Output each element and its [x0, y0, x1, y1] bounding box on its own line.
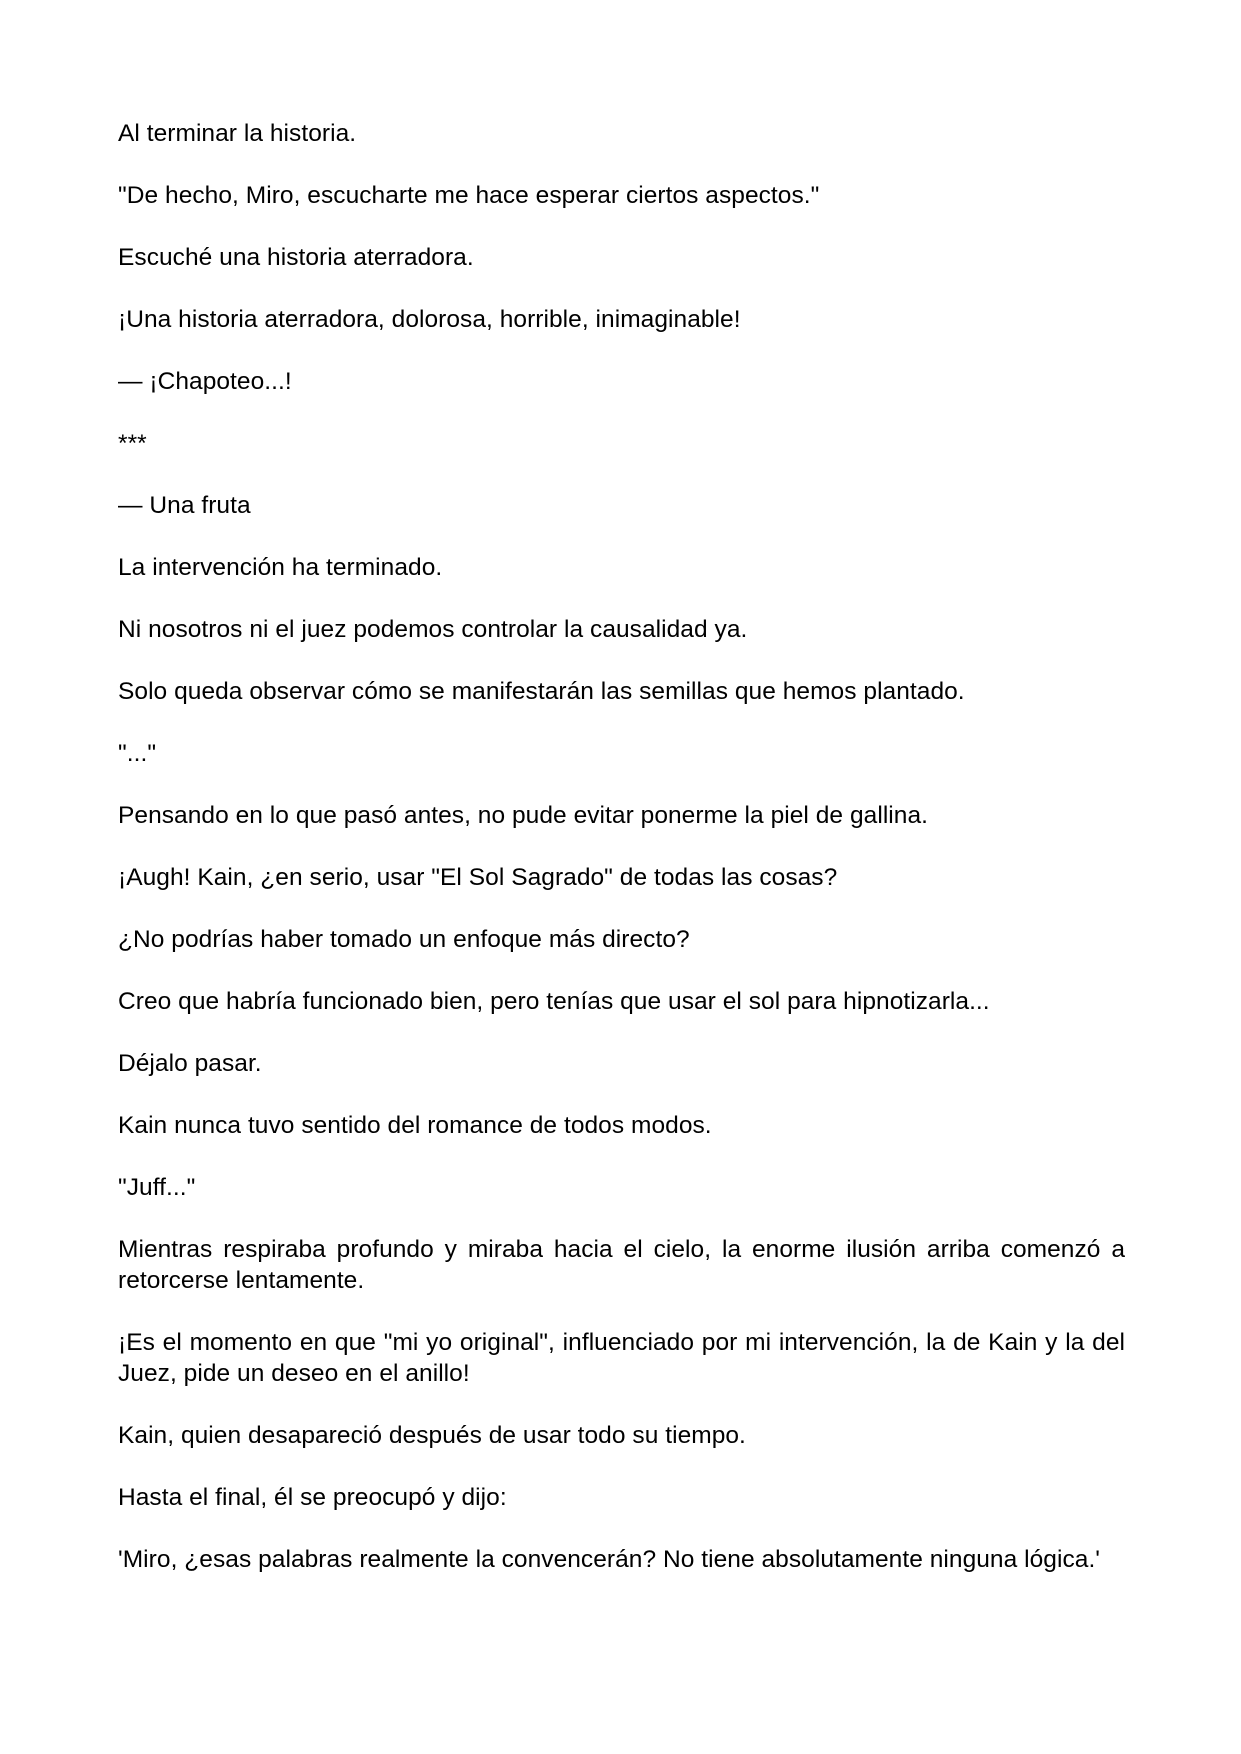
paragraph: — Una fruta	[118, 492, 251, 519]
paragraph: ¿No podrías haber tomado un enfoque más directo?	[118, 926, 690, 953]
paragraph: Déjalo pasar.	[118, 1050, 262, 1077]
paragraph: "De hecho, Miro, escucharte me hace esperar ciertos aspectos."	[118, 182, 820, 209]
paragraph: ¡Es el momento en que "mi yo original", influenciado por mi intervención, la de Kain y la del Juez, pide un deseo en el anillo!	[118, 1329, 1125, 1387]
scene-break: ***	[118, 430, 147, 457]
paragraph: Al terminar la historia.	[118, 120, 357, 147]
paragraph: "Juff..."	[118, 1174, 196, 1201]
paragraph: "..."	[118, 740, 157, 767]
paragraph: — ¡Chapoteo...!	[118, 368, 292, 395]
paragraph: Kain, quien desapareció después de usar todo su tiempo.	[118, 1422, 746, 1449]
paragraph: Hasta el final, él se preocupó y dijo:	[118, 1484, 507, 1511]
paragraph: La intervención ha terminado.	[118, 554, 443, 581]
paragraph: Ni nosotros ni el juez podemos controlar la causalidad ya.	[118, 616, 748, 643]
paragraph: ¡Una historia aterradora, dolorosa, horrible, inimaginable!	[118, 306, 741, 333]
paragraph: Kain nunca tuvo sentido del romance de todos modos.	[118, 1112, 712, 1139]
paragraph: Creo que habría funcionado bien, pero tenías que usar el sol para hipnotizarla...	[118, 988, 990, 1015]
paragraph: Mientras respiraba profundo y miraba hacia el cielo, la enorme ilusión arriba comenzó a retorcerse lentamente.	[118, 1236, 1125, 1294]
paragraph: Pensando en lo que pasó antes, no pude evitar ponerme la piel de gallina.	[118, 802, 929, 829]
paragraph: Solo queda observar cómo se manifestarán las semillas que hemos plantado.	[118, 678, 965, 705]
document-page	[118, 118, 1125, 1678]
paragraph: Escuché una historia aterradora.	[118, 244, 474, 271]
paragraph: 'Miro, ¿esas palabras realmente la convencerán? No tiene absolutamente ninguna lógica.'	[118, 1546, 1101, 1573]
paragraph: ¡Augh! Kain, ¿en serio, usar "El Sol Sagrado" de todas las cosas?	[118, 864, 838, 891]
